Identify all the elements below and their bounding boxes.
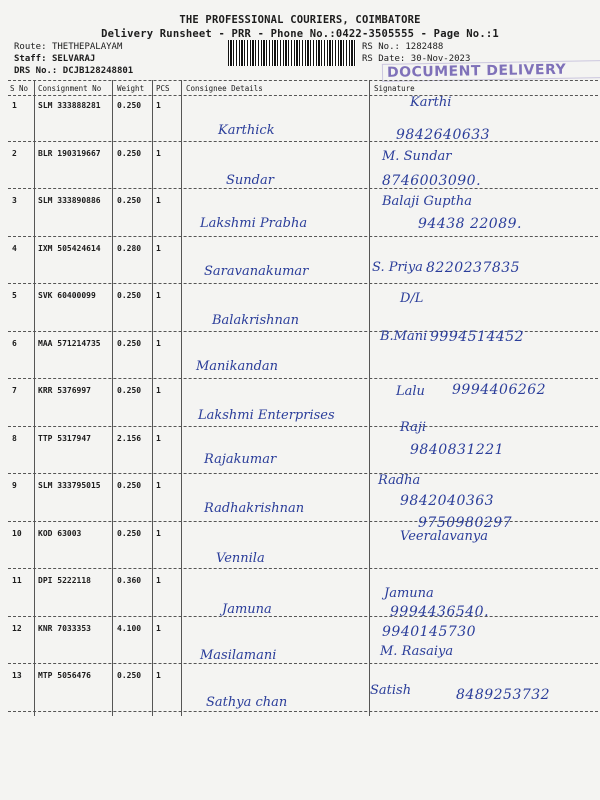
row-weight: 0.250	[117, 671, 142, 680]
rs-date-value: 30-Nov-2023	[410, 54, 471, 64]
row-consignee-name: Sundar	[226, 172, 274, 188]
col-divider	[369, 80, 370, 716]
row-signature: S. Priya	[372, 259, 423, 275]
row-consignment-no: IXM 505424614	[38, 243, 101, 253]
row-signature: Veeralavanya	[400, 528, 489, 544]
col-signature: Signature	[374, 84, 415, 93]
row-consignee-name: Balakrishnan	[212, 313, 300, 328]
row-consignee-name: Manikandan	[196, 358, 279, 374]
row-consignee-name: Rajakumar	[204, 451, 277, 467]
row-separator	[8, 141, 598, 142]
row-consignment-no: BLR 190319667	[38, 148, 101, 158]
row-weight: 0.250	[117, 101, 142, 110]
row-serial-number: 5	[12, 291, 17, 300]
row-weight: 0.250	[117, 338, 142, 348]
drs-label: DRS No.:	[14, 66, 58, 76]
row-weight: 0.250	[117, 481, 142, 490]
row-consignee-name: Sathya chan	[206, 695, 288, 710]
row-consignee-name: Vennila	[216, 550, 265, 566]
row-separator	[8, 663, 598, 664]
row-consignment-no: KOD 63003	[38, 528, 82, 538]
runsheet-subtitle: Delivery Runsheet - PRR - Phone No.:0422-3505555 - Page No.:1	[101, 28, 499, 40]
rs-no-label: RS No.:	[362, 42, 400, 52]
row-consignment-no: TTP 5317947	[38, 433, 91, 443]
staff-line	[14, 54, 95, 64]
row-weight: 4.100	[117, 623, 142, 633]
rs-date-label: RS Date:	[362, 54, 406, 64]
staff-label: Staff:	[14, 54, 47, 64]
row-separator	[8, 426, 598, 427]
row-signature: Radha	[378, 473, 421, 488]
company-title: THE PROFESSIONAL COURIERS, COIMBATORE	[179, 14, 421, 26]
row-phone-number: 94438 22089.	[418, 216, 522, 232]
col-divider	[112, 80, 113, 716]
row-phone-number: 9750980297	[418, 514, 513, 531]
row-consignee-name: Karthick	[218, 123, 275, 138]
row-weight: 0.250	[117, 386, 142, 395]
col-weight: Weight	[117, 84, 145, 93]
row-phone-number: 8220237835	[426, 259, 521, 276]
route-label: Route:	[14, 42, 47, 52]
col-consignee: Consignee Details	[186, 84, 263, 93]
row-weight: 0.250	[117, 148, 142, 158]
row-signature: M. Rasaiya	[380, 643, 454, 659]
row-pcs: 1	[156, 291, 161, 300]
row-pcs: 1	[156, 338, 161, 348]
row-signature: B.Mani	[380, 328, 428, 344]
row-weight: 0.250	[117, 528, 142, 538]
row-serial-number: 3	[12, 196, 17, 205]
row-consignee-name: Radhakrishnan	[204, 501, 305, 516]
row-separator	[8, 236, 598, 237]
row-separator	[8, 568, 598, 569]
row-signature: M. Sundar	[382, 148, 452, 164]
row-separator	[8, 188, 598, 189]
row-consignment-no: MAA 571214735	[38, 338, 101, 348]
row-signature: Lalu	[396, 384, 425, 399]
col-sno: S No	[10, 84, 29, 93]
row-serial-number: 2	[12, 148, 17, 158]
row-consignment-no: SLM 333888281	[38, 101, 101, 110]
barcode	[228, 40, 356, 66]
row-consignment-no: SVK 60400099	[38, 291, 96, 300]
route-line	[14, 42, 122, 52]
row-consignee-name: Saravanakumar	[204, 263, 309, 279]
row-serial-number: 10	[12, 528, 22, 538]
row-serial-number: 11	[12, 576, 22, 585]
row-pcs: 1	[156, 481, 161, 490]
col-pcs: PCS	[156, 84, 170, 93]
row-pcs: 1	[156, 386, 161, 395]
row-weight: 0.280	[117, 243, 142, 253]
header-top-rule	[8, 80, 598, 81]
row-weight: 0.250	[117, 196, 142, 205]
row-serial-number: 4	[12, 243, 17, 253]
row-signature: Satish	[370, 683, 412, 698]
row-phone-number: 9994436540.	[390, 604, 490, 620]
row-serial-number: 12	[12, 623, 22, 633]
row-pcs: 1	[156, 576, 161, 585]
row-serial-number: 9	[12, 481, 17, 490]
drs-value: DCJB128248801	[62, 66, 134, 76]
row-consignment-no: MTP 5056476	[38, 671, 91, 680]
rs-no-line	[362, 42, 443, 52]
row-serial-number: 8	[12, 433, 17, 443]
col-divider	[152, 80, 153, 716]
row-consignment-no: KNR 7033353	[38, 623, 91, 633]
row-separator	[8, 283, 598, 284]
route-value: THETHEPALAYAM	[51, 42, 123, 52]
row-weight: 2.156	[117, 433, 142, 443]
row-pcs: 1	[156, 671, 161, 680]
row-pcs: 1	[156, 148, 161, 158]
col-consignment: Consignment No	[38, 84, 102, 93]
row-pcs: 1	[156, 528, 161, 538]
row-pcs: 1	[156, 623, 161, 633]
row-signature: Raji	[400, 419, 427, 435]
row-phone-number: 8489253732	[456, 687, 551, 703]
row-separator	[8, 378, 598, 379]
row-consignee-name: Lakshmi Prabha	[200, 216, 308, 231]
row-consignee-name: Lakshmi Enterprises	[198, 408, 335, 423]
row-consignee-name: Masilamani	[200, 647, 277, 663]
row-signature: Jamuna	[384, 586, 434, 601]
header-bottom-rule	[8, 95, 598, 96]
row-consignment-no: KRR 5376997	[38, 386, 91, 395]
row-consignee-name: Jamuna	[222, 602, 272, 617]
row-signature: Balaji Guptha	[382, 194, 472, 209]
row-pcs: 1	[156, 433, 161, 443]
row-signature: D/L	[400, 291, 424, 306]
col-divider	[181, 80, 182, 716]
col-divider	[34, 80, 35, 716]
row-pcs: 1	[156, 243, 161, 253]
row-pcs: 1	[156, 101, 161, 110]
row-serial-number: 1	[12, 101, 17, 110]
row-separator	[8, 616, 598, 617]
row-phone-number: 9994406262	[452, 382, 547, 398]
document-delivery-stamp: DOCUMENT DELIVERY	[382, 60, 600, 82]
row-weight: 0.360	[117, 576, 142, 585]
row-pcs: 1	[156, 196, 161, 205]
row-serial-number: 13	[12, 671, 22, 680]
row-serial-number: 7	[12, 386, 17, 395]
row-separator	[8, 473, 598, 474]
row-consignment-no: SLM 333890886	[38, 196, 101, 205]
drs-line	[14, 66, 133, 76]
row-signature: Karthi	[410, 95, 452, 110]
row-phone-number: 9842640633	[396, 127, 491, 143]
row-phone-number: 9940145730	[382, 623, 477, 640]
row-consignment-no: DPI 5222118	[38, 576, 91, 585]
row-separator	[8, 711, 598, 712]
row-weight: 0.250	[117, 291, 142, 300]
staff-value: SELVARAJ	[51, 54, 96, 64]
rs-no-value: 1282488	[405, 42, 444, 52]
row-phone-number: 9840831221	[410, 441, 505, 458]
row-phone-number: 9994514452	[430, 328, 525, 345]
row-phone-number: 8746003090.	[382, 172, 482, 189]
row-phone-number: 9842040363	[400, 493, 495, 509]
row-serial-number: 6	[12, 338, 17, 348]
row-consignment-no: SLM 333795015	[38, 481, 101, 490]
